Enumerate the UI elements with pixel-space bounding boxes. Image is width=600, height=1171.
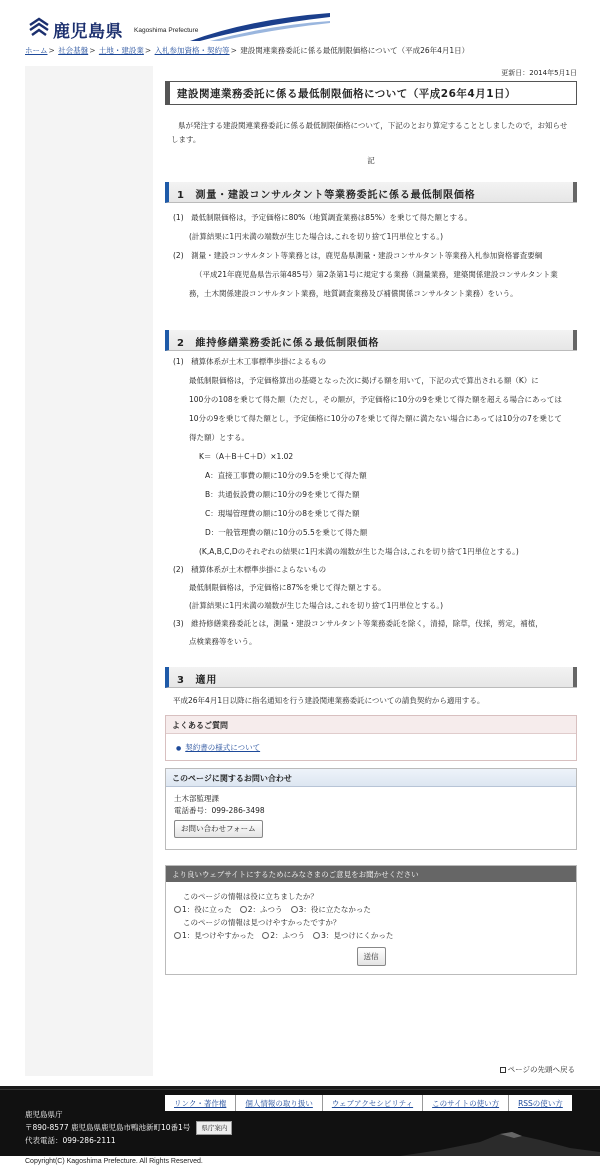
section1-paragraph: 務，土木関係建設コンサルタント業務，地質調査業務及び補償関係コンサルタント業務）をいう。 [189,289,518,298]
section2-paragraph: (計算結果に1円未満の端数が生じた場合は,これを切り捨て1円単位とする。) [189,601,444,610]
footer-phone: 代表電話：099-286-2111 [25,1136,116,1145]
footer-address: 〒890-8577 鹿児島県鹿児島市鴨池新町10番1号 [25,1123,191,1132]
section3-heading: 3 適用 [165,667,577,688]
q1-option-not-useful[interactable] [291,903,371,916]
q2-option-hard[interactable] [313,929,393,942]
breadcrumb-sep: > [89,46,96,55]
breadcrumb [25,45,585,56]
feedback-body [166,882,576,974]
site-logo-subtitle: Kagoshima Prefecture [134,27,199,34]
breadcrumb-social-infrastructure[interactable]: 社会基盤 [58,46,89,55]
footer-link-site-usage[interactable]: このサイトの使い方 [423,1095,509,1111]
page-title: 建設関連業務委託に係る最低制限価格について（平成26年4月1日） [165,81,577,105]
submit-wrap [174,947,568,966]
sakurajima-mountain-icon [400,1126,600,1156]
formula-term-b: B：共通仮設費の額に10分の9を乗じて得た額 [205,490,360,499]
section1-paragraph: (1) 最低制限価格は，予定価格に80%（地質調査業務は85%）を乗じて得た額とする。 [173,213,472,222]
formula-text: K＝（A＋B＋C＋D）×1.02 [199,452,294,461]
radio-label: 2：ふつう [247,905,283,914]
section1-paragraph: （平成21年鹿児島県告示第485号）第2条第1号に規定する業務（測量業務，建築関係建設コンサルタント業 [195,270,558,279]
faq-heading: よくあるご質問 [166,716,576,734]
contact-department: 土木部監理課 [174,794,219,803]
feedback-question-2: このページの情報は見つけやすかったですか？ [183,918,341,927]
radio-icon[interactable] [240,906,247,913]
site-logo-text[interactable]: 鹿児島県 [53,22,123,42]
breadcrumb-home[interactable]: ホーム [25,46,48,55]
q2-option-easy[interactable] [174,929,254,942]
faq-box [165,715,577,761]
section1-heading: 1 測量・建設コンサルタント等業務委託に係る最低制限価格 [165,182,577,203]
radio-icon[interactable] [291,906,298,913]
footer-info [25,1109,232,1147]
updated-date: 更新日：2014年5月1日 [501,69,577,77]
footer-org-name: 鹿児島県庁 [25,1110,63,1119]
rounding-note: (K,A,B,C,Dのそれぞれの結果に1円未満の端数が生じた場合は,これを切り捨て1円単位とする。) [199,547,519,556]
breadcrumb-current: 建設関連業務委託に係る最低制限価格について（平成26年4月1日） [240,46,470,55]
footer-link-rss[interactable]: RSSの使い方 [518,1099,563,1108]
radio-icon[interactable] [313,932,320,939]
site-header [0,0,600,40]
arrow-up-icon [500,1067,506,1073]
section2-paragraph: 10分の9を乗じて得た額とし，予定価格に10分の7を乗じて得た額に満たない場合にあっては10分の7を乗じて [189,414,562,423]
feedback-heading: より良いウェブサイトにするためにみなさまのご意見をお聞かせください [166,866,576,882]
contact-body [166,787,576,849]
section1-paragraph: (計算結果に1円未満の端数が生じた場合は,これを切り捨て1円単位とする。) [189,232,444,241]
radio-icon[interactable] [174,906,181,913]
prefecture-logo-icon[interactable] [28,17,50,37]
radio-label: 1：役に立った [182,905,232,914]
section2-paragraph: 得た額）とする。 [189,433,249,442]
footer-divider [0,1086,600,1090]
site-footer [0,1086,600,1171]
ki-marker: 記 [367,156,375,165]
section2-paragraph: 100分の108を乗じて得た額（ただし，その額が，予定価格に10分の9を乗じて得た額を超える場合にあっては [189,395,562,404]
header-swoosh-decoration [190,11,330,41]
q1-option-useful[interactable] [174,903,232,916]
main-content [165,66,577,975]
formula-term-d: D：一般管理費の額に10分の5.5を乗じて得た額 [205,528,368,537]
section2-paragraph: (3) 維持修繕業務委託とは，測量・建設コンサルタント等業務委託を除く，清掃，除草，伐採，剪定，補植， [173,619,543,628]
faq-link-contract-form[interactable]: 契約書の様式について [185,743,261,752]
breadcrumb-bidding-contracts[interactable]: 入札参加資格・契約等 [154,46,230,55]
back-to-top-link[interactable] [500,1064,575,1075]
footer-link-accessibility[interactable]: ウェブアクセシビリティ [323,1095,423,1111]
section2-paragraph: 最低制限価格は，予定価格に87%を乗じて得た額とする。 [189,583,386,592]
contact-form-button[interactable]: お問い合わせフォーム [174,820,263,838]
section2-paragraph: 点検業務等をいう。 [189,637,257,646]
radio-icon[interactable] [174,932,181,939]
radio-label: 2：ふつう [270,931,306,940]
breadcrumb-sep: > [144,46,152,55]
breadcrumb-sep: > [48,46,55,55]
contact-box [165,768,577,850]
submit-button[interactable]: 送信 [357,947,386,966]
bullet-icon: ● [176,745,182,752]
footer-copyright: Copyright(C) Kagoshima Prefecture. All Rights Reserved. [0,1156,600,1171]
q2-option-normal[interactable] [262,929,305,942]
breadcrumb-land-construction[interactable]: 土地・建設業 [98,46,144,55]
feedback-question-1: このページの情報は役に立ちましたか？ [183,892,318,901]
formula-term-a: A：直接工事費の額に10分の9.5を乗じて得た額 [205,471,367,480]
contact-heading: このページに関するお問い合わせ [166,769,576,787]
section2-paragraph: 最低制限価格は，予定価格算出の基礎となった次に掲げる額を用いて，下記の式で算出される額（K）に [189,376,539,385]
feedback-q2-options [174,929,568,942]
contact-phone: 電話番号：099-286-3498 [174,806,265,815]
section3-paragraph: 平成26年4月1日以降に指名通知を行う建設関連業務委託についての請負契約から適用する。 [173,696,485,705]
formula-term-c: C：現場管理費の額に10分の8を乗じて得た額 [205,509,360,518]
left-sidebar [25,66,153,1076]
section2-paragraph: (1) 積算体系が土木工事標準歩掛によるもの [173,357,327,366]
feedback-form [165,865,577,975]
radio-icon[interactable] [262,932,269,939]
footer-link-copyright[interactable]: リンク・著作権 [165,1095,236,1111]
section2-heading: 2 維持修繕業務委託に係る最低制限価格 [165,330,577,351]
radio-label: 1：見つけやすかった [182,931,255,940]
back-to-top-label: ページの先頭へ戻る [507,1065,575,1074]
prefecture-office-guide-button[interactable]: 県庁案内 [196,1121,232,1135]
breadcrumb-sep: > [230,46,237,55]
intro-text: 県が発注する建設関連業務委託に係る最低制限価格について，下記のとおり算定することとしましたので，お知らせします。 [171,121,568,144]
radio-label: 3：見つけにくかった [321,931,394,940]
feedback-q1-options [174,903,568,916]
q1-option-normal[interactable] [240,903,283,916]
radio-label: 3：役に立たなかった [298,905,371,914]
section2-paragraph: (2) 積算体系が土木標準歩掛によらないもの [173,565,327,574]
faq-body [166,734,576,760]
footer-address-row [25,1121,232,1135]
section1-paragraph: (2) 測量・建設コンサルタント等業務とは，鹿児島県測量・建設コンサルタント等業務入札参加資格審査要綱 [173,251,543,260]
footer-link-privacy[interactable]: 個人情報の取り扱い [236,1095,323,1111]
